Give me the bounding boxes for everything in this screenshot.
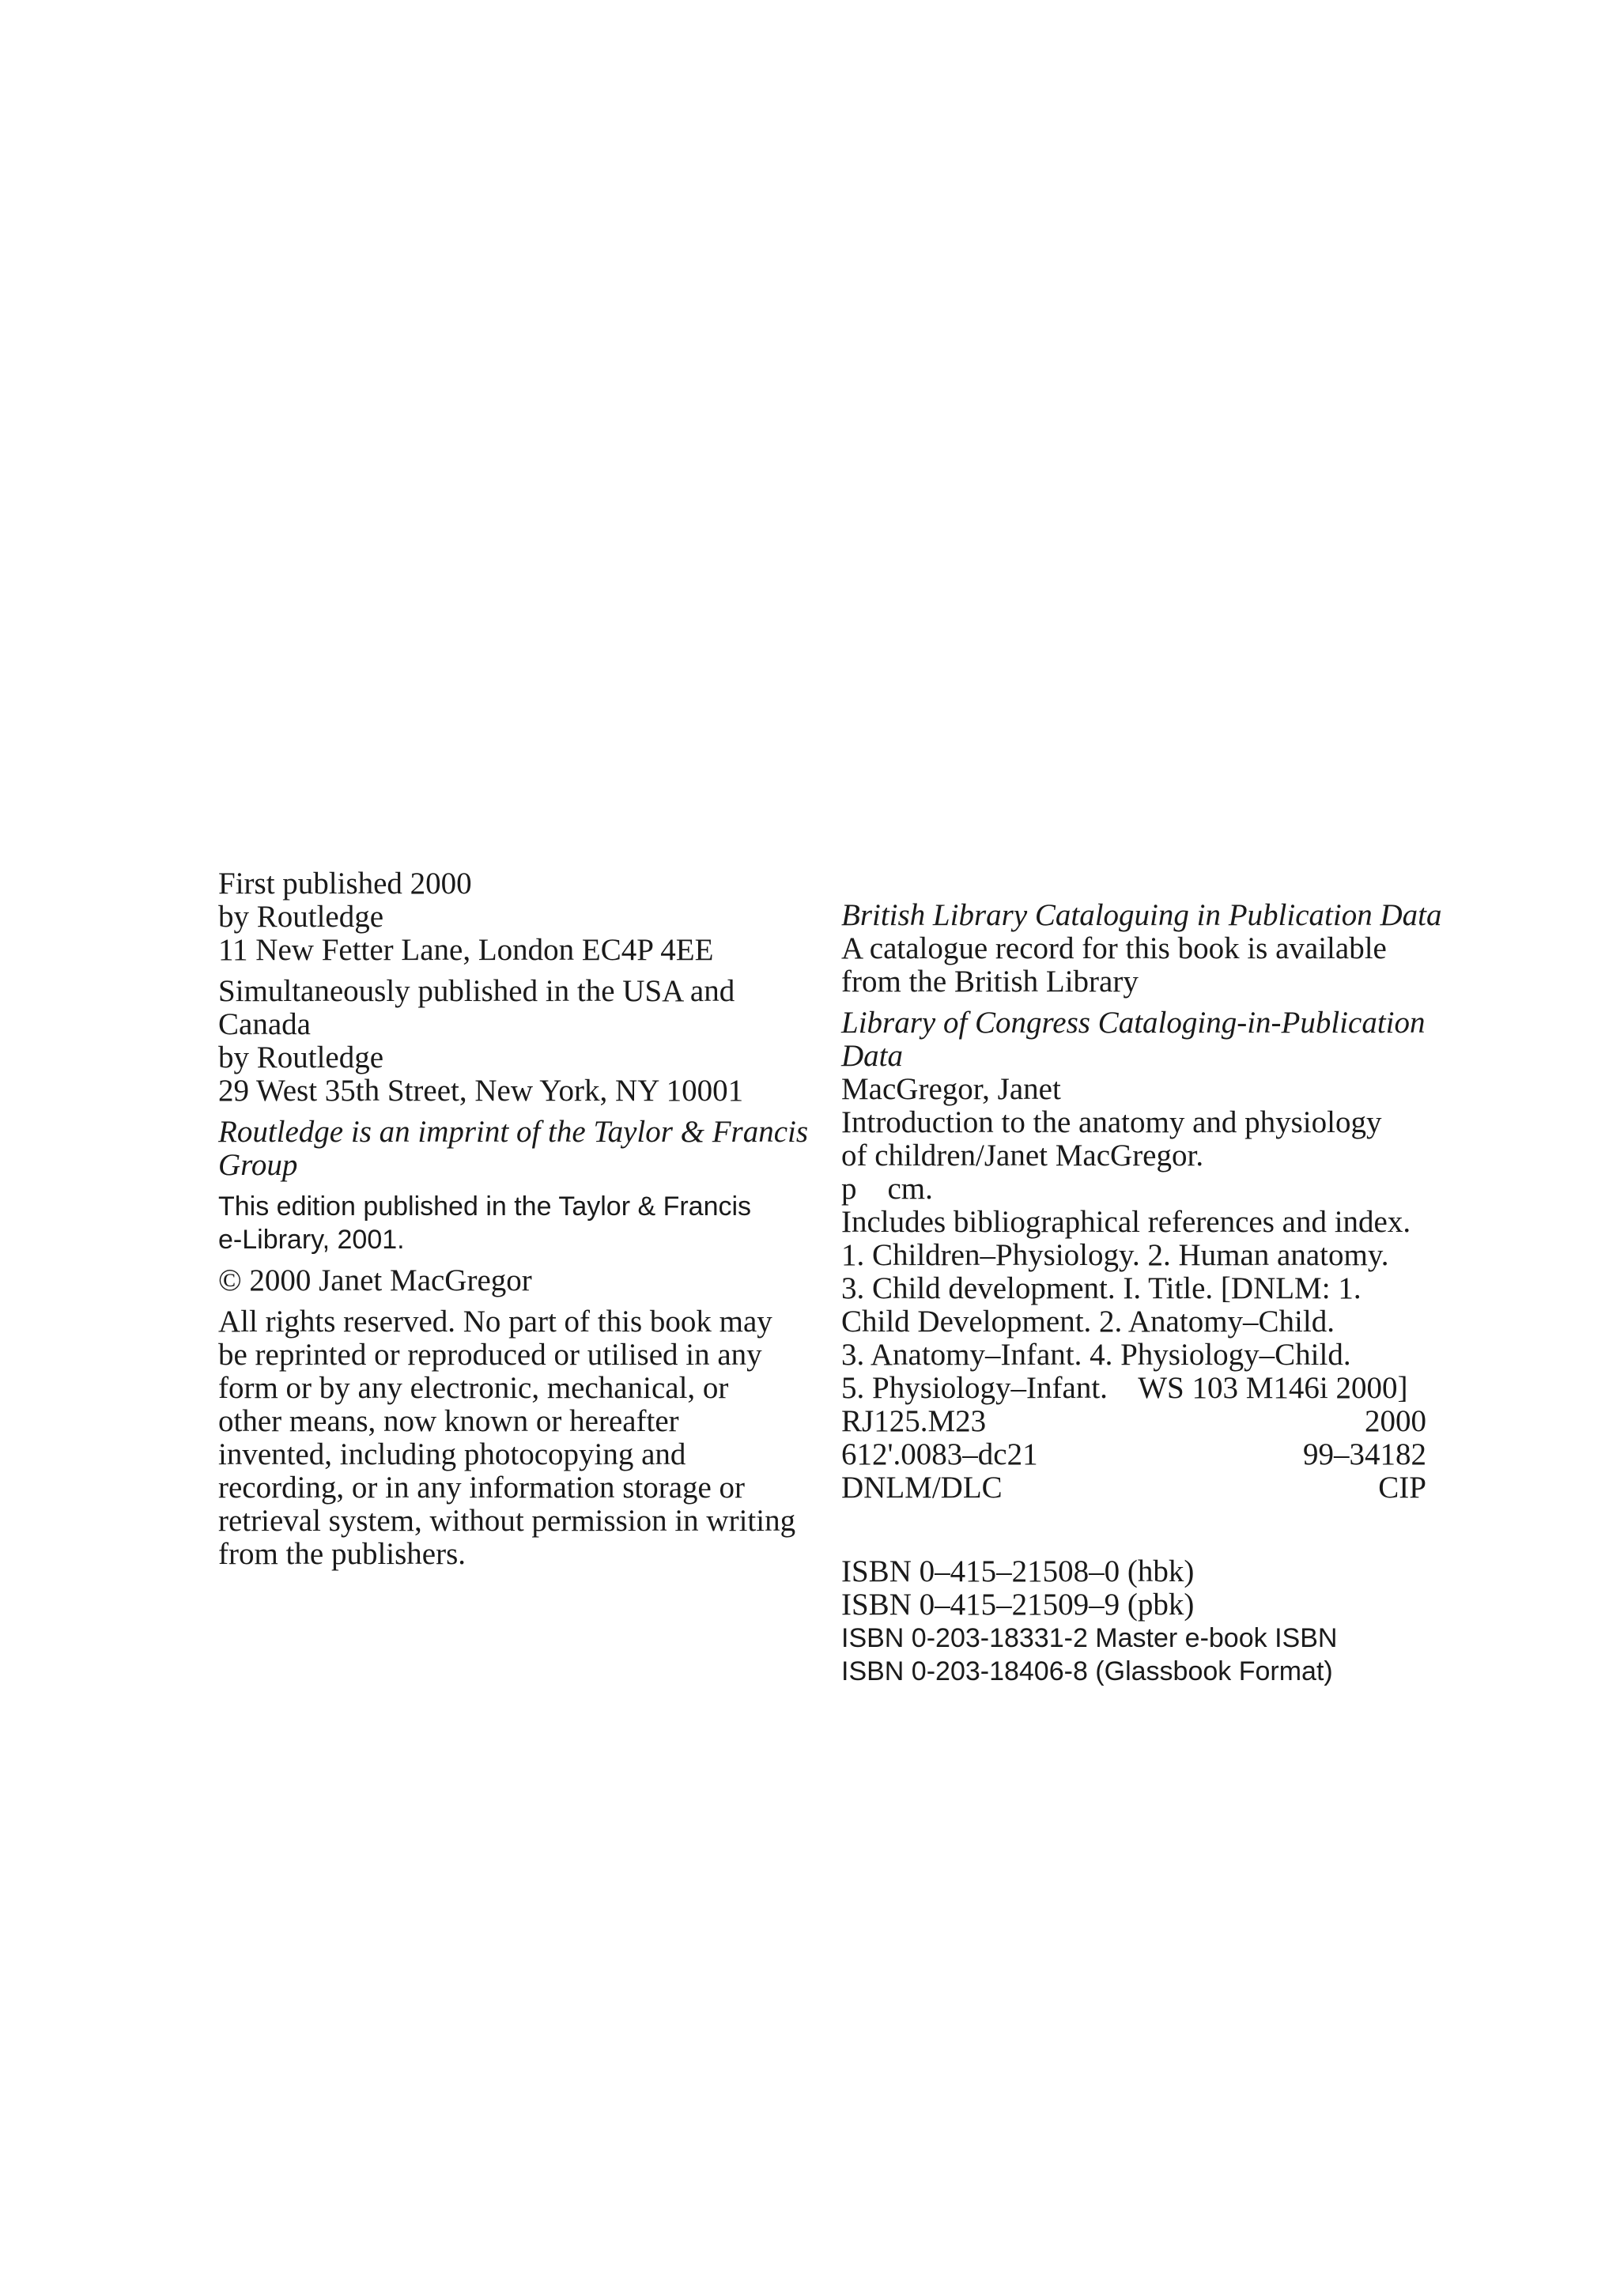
bl-heading: British Library Cataloguing in Publication Data xyxy=(841,898,1442,932)
text-line: be reprinted or reproduced or utilised in any xyxy=(218,1338,762,1372)
text-line: Simultaneously published in the USA and xyxy=(218,974,735,1008)
text-line: 29 West 35th Street, New York, NY 10001 xyxy=(218,1074,744,1108)
text-line: 1. Children–Physiology. 2. Human anatomy. xyxy=(841,1238,1389,1272)
spacer xyxy=(841,1505,1442,1555)
text-line: other means, now known or hereafter xyxy=(218,1404,679,1438)
first-published-block xyxy=(218,867,819,967)
edition-note xyxy=(218,1190,819,1256)
text-line: 3. Child development. I. Title. [DNLM: 1. xyxy=(841,1271,1362,1305)
loc-heading: Data xyxy=(841,1039,903,1073)
text-line: All rights reserved. No part of this book may xyxy=(218,1305,772,1339)
classification-row xyxy=(841,1471,1426,1505)
classification-right: 99–34182 xyxy=(1303,1437,1426,1471)
text-line: by Routledge xyxy=(218,1040,384,1074)
right-column xyxy=(841,899,1442,1688)
loc-heading: Library of Congress Cataloging-in-Publication xyxy=(841,1006,1426,1040)
text-line: Child Development. 2. Anatomy–Child. xyxy=(841,1305,1335,1339)
copyright-notice xyxy=(218,1264,819,1297)
isbn-line: ISBN 0-203-18406-8 (Glassbook Format) xyxy=(841,1656,1333,1686)
text-line: retrieval system, without permission in writing xyxy=(218,1504,796,1538)
classification-row xyxy=(841,1405,1426,1438)
text-line: of children/Janet MacGregor. xyxy=(841,1139,1204,1173)
classification-left: RJ125.M23 xyxy=(841,1404,987,1438)
text-line: Routledge is an imprint of the Taylor & Francis xyxy=(218,1115,809,1149)
rights-statement xyxy=(218,1305,819,1571)
text-line: First published 2000 xyxy=(218,867,472,901)
imprint-note xyxy=(218,1116,819,1182)
classification-left: 612'.0083–dc21 xyxy=(841,1437,1038,1471)
text-line: This edition published in the Taylor & Francis xyxy=(218,1191,752,1222)
library-of-congress-block xyxy=(841,1006,1442,1505)
text-line: A catalogue record for this book is available xyxy=(841,931,1387,965)
classification-row xyxy=(841,1438,1426,1471)
left-column xyxy=(218,867,819,1579)
classification-left: DNLM/DLC xyxy=(841,1471,1003,1505)
text-line: Includes bibliographical references and index. xyxy=(841,1205,1411,1239)
text-line: Canada xyxy=(218,1007,311,1041)
isbn-line: ISBN 0–415–21509–9 (pbk) xyxy=(841,1588,1195,1622)
text-line: MacGregor, Janet xyxy=(841,1072,1061,1106)
text-line: 3. Anatomy–Infant. 4. Physiology–Child. xyxy=(841,1338,1351,1372)
copyright-line: © 2000 Janet MacGregor xyxy=(218,1263,532,1297)
british-library-block xyxy=(841,899,1442,999)
simultaneous-publication-block xyxy=(218,975,819,1108)
isbn-block xyxy=(841,1555,1442,1688)
text-line: by Routledge xyxy=(218,900,384,934)
text-line: e-Library, 2001. xyxy=(218,1225,405,1255)
classification-right: CIP xyxy=(1378,1471,1426,1505)
text-line: 5. Physiology–Infant. WS 103 M146i 2000] xyxy=(841,1371,1408,1405)
isbn-line: ISBN 0-203-18331-2 Master e-book ISBN xyxy=(841,1623,1338,1653)
text-line: 11 New Fetter Lane, London EC4P 4EE xyxy=(218,933,714,967)
text-line: Group xyxy=(218,1148,298,1182)
text-line: Introduction to the anatomy and physiology xyxy=(841,1105,1382,1139)
text-line: from the British Library xyxy=(841,965,1139,999)
text-line: p cm. xyxy=(841,1172,933,1206)
isbn-line: ISBN 0–415–21508–0 (hbk) xyxy=(841,1554,1195,1588)
text-line: form or by any electronic, mechanical, or xyxy=(218,1371,729,1405)
text-line: invented, including photocopying and xyxy=(218,1437,686,1471)
text-line: recording, or in any information storage or xyxy=(218,1471,746,1505)
classification-right: 2000 xyxy=(1365,1404,1426,1438)
text-line: from the publishers. xyxy=(218,1537,466,1571)
